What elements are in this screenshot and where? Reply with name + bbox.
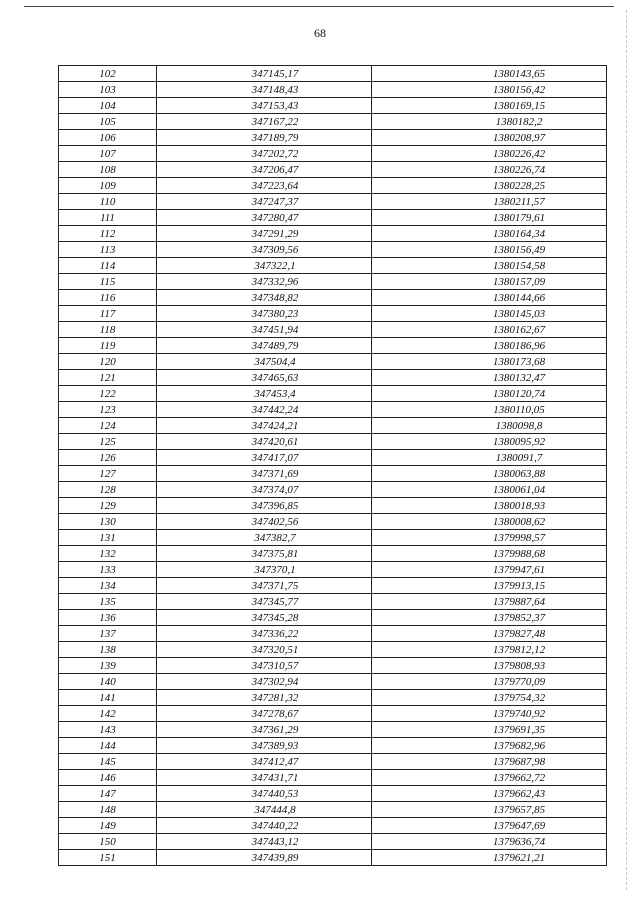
point-number-cell: 130 [59, 514, 157, 530]
x-coordinate-cell: 347440,22 [157, 818, 372, 834]
point-number-cell: 139 [59, 658, 157, 674]
y-coordinate-cell: 1379913,15 [372, 578, 607, 594]
x-coordinate-cell: 347420,61 [157, 434, 372, 450]
table-row [59, 466, 607, 482]
table-row [59, 754, 607, 770]
point-number-cell: 117 [59, 306, 157, 322]
y-coordinate-cell: 1379636,74 [372, 834, 607, 850]
x-coordinate-cell: 347440,53 [157, 786, 372, 802]
table-row [59, 626, 607, 642]
point-number-cell: 149 [59, 818, 157, 834]
point-number-cell: 115 [59, 274, 157, 290]
table-row [59, 562, 607, 578]
page-number: 68 [314, 26, 326, 40]
point-number-cell: 111 [59, 210, 157, 226]
x-coordinate-cell: 347489,79 [157, 338, 372, 354]
table-row [59, 658, 607, 674]
point-number-cell: 105 [59, 114, 157, 130]
table-row [59, 194, 607, 210]
y-coordinate-cell: 1380211,57 [372, 194, 607, 210]
y-coordinate-cell: 1379662,72 [372, 770, 607, 786]
y-coordinate-cell: 1379852,37 [372, 610, 607, 626]
x-coordinate-cell: 347389,93 [157, 738, 372, 754]
table-row [59, 610, 607, 626]
point-number-cell: 116 [59, 290, 157, 306]
point-number-cell: 141 [59, 690, 157, 706]
table-row [59, 290, 607, 306]
x-coordinate-cell: 347223,64 [157, 178, 372, 194]
table-row [59, 226, 607, 242]
table-row [59, 322, 607, 338]
table-row [59, 274, 607, 290]
point-number-cell: 128 [59, 482, 157, 498]
point-number-cell: 106 [59, 130, 157, 146]
y-coordinate-cell: 1380226,74 [372, 162, 607, 178]
x-coordinate-cell: 347402,56 [157, 514, 372, 530]
point-number-cell: 132 [59, 546, 157, 562]
y-coordinate-cell: 1379887,64 [372, 594, 607, 610]
table-row [59, 594, 607, 610]
y-coordinate-cell: 1379827,48 [372, 626, 607, 642]
x-coordinate-cell: 347453,4 [157, 386, 372, 402]
y-coordinate-cell: 1379988,68 [372, 546, 607, 562]
y-coordinate-cell: 1380186,96 [372, 338, 607, 354]
x-coordinate-cell: 347206,47 [157, 162, 372, 178]
point-number-cell: 103 [59, 82, 157, 98]
table-row [59, 370, 607, 386]
y-coordinate-cell: 1379687,98 [372, 754, 607, 770]
point-number-cell: 124 [59, 418, 157, 434]
table-row [59, 98, 607, 114]
scan-edge-line [626, 10, 627, 890]
x-coordinate-cell: 347504,4 [157, 354, 372, 370]
point-number-cell: 140 [59, 674, 157, 690]
point-number-cell: 147 [59, 786, 157, 802]
x-coordinate-cell: 347153,43 [157, 98, 372, 114]
x-coordinate-cell: 347332,96 [157, 274, 372, 290]
table-row [59, 146, 607, 162]
point-number-cell: 122 [59, 386, 157, 402]
x-coordinate-cell: 347320,51 [157, 642, 372, 658]
table-row [59, 418, 607, 434]
x-coordinate-cell: 347145,17 [157, 66, 372, 82]
table-row [59, 162, 607, 178]
x-coordinate-cell: 347374,07 [157, 482, 372, 498]
point-number-cell: 120 [59, 354, 157, 370]
point-number-cell: 127 [59, 466, 157, 482]
y-coordinate-cell: 1380156,42 [372, 82, 607, 98]
x-coordinate-cell: 347442,24 [157, 402, 372, 418]
x-coordinate-cell: 347443,12 [157, 834, 372, 850]
table-row [59, 450, 607, 466]
x-coordinate-cell: 347309,56 [157, 242, 372, 258]
point-number-cell: 123 [59, 402, 157, 418]
table-row [59, 178, 607, 194]
y-coordinate-cell: 1379662,43 [372, 786, 607, 802]
x-coordinate-cell: 347167,22 [157, 114, 372, 130]
point-number-cell: 131 [59, 530, 157, 546]
table-row [59, 482, 607, 498]
x-coordinate-cell: 347424,21 [157, 418, 372, 434]
y-coordinate-cell: 1380063,88 [372, 466, 607, 482]
point-number-cell: 113 [59, 242, 157, 258]
point-number-cell: 129 [59, 498, 157, 514]
x-coordinate-cell: 347148,43 [157, 82, 372, 98]
x-coordinate-cell: 347280,47 [157, 210, 372, 226]
point-number-cell: 110 [59, 194, 157, 210]
point-number-cell: 148 [59, 802, 157, 818]
x-coordinate-cell: 347370,1 [157, 562, 372, 578]
table-row [59, 386, 607, 402]
point-number-cell: 151 [59, 850, 157, 866]
table-row [59, 834, 607, 850]
table-row [59, 514, 607, 530]
table-row [59, 578, 607, 594]
y-coordinate-cell: 1380143,65 [372, 66, 607, 82]
y-coordinate-cell: 1380145,03 [372, 306, 607, 322]
y-coordinate-cell: 1380156,49 [372, 242, 607, 258]
point-number-cell: 145 [59, 754, 157, 770]
y-coordinate-cell: 1380110,05 [372, 402, 607, 418]
y-coordinate-cell: 1380208,97 [372, 130, 607, 146]
table-row [59, 818, 607, 834]
y-coordinate-cell: 1380173,68 [372, 354, 607, 370]
table-row [59, 130, 607, 146]
x-coordinate-cell: 347371,69 [157, 466, 372, 482]
x-coordinate-cell: 347336,22 [157, 626, 372, 642]
table-row [59, 306, 607, 322]
y-coordinate-cell: 1380182,2 [372, 114, 607, 130]
x-coordinate-cell: 347439,89 [157, 850, 372, 866]
x-coordinate-cell: 347396,85 [157, 498, 372, 514]
table-row [59, 802, 607, 818]
point-number-cell: 126 [59, 450, 157, 466]
x-coordinate-cell: 347345,77 [157, 594, 372, 610]
x-coordinate-cell: 347465,63 [157, 370, 372, 386]
point-number-cell: 137 [59, 626, 157, 642]
y-coordinate-cell: 1380154,58 [372, 258, 607, 274]
x-coordinate-cell: 347412,47 [157, 754, 372, 770]
table-row [59, 354, 607, 370]
y-coordinate-cell: 1380226,42 [372, 146, 607, 162]
y-coordinate-cell: 1379770,09 [372, 674, 607, 690]
point-number-cell: 109 [59, 178, 157, 194]
x-coordinate-cell: 347444,8 [157, 802, 372, 818]
point-number-cell: 107 [59, 146, 157, 162]
x-coordinate-cell: 347380,23 [157, 306, 372, 322]
table-row [59, 338, 607, 354]
x-coordinate-cell: 347375,81 [157, 546, 372, 562]
top-border-line [24, 6, 614, 7]
y-coordinate-cell: 1380061,04 [372, 482, 607, 498]
table-row [59, 434, 607, 450]
table-row [59, 114, 607, 130]
x-coordinate-cell: 347302,94 [157, 674, 372, 690]
y-coordinate-cell: 1380132,47 [372, 370, 607, 386]
point-number-cell: 142 [59, 706, 157, 722]
x-coordinate-cell: 347451,94 [157, 322, 372, 338]
x-coordinate-cell: 347417,07 [157, 450, 372, 466]
table-row [59, 498, 607, 514]
table-row [59, 690, 607, 706]
table-row [59, 850, 607, 866]
y-coordinate-cell: 1380120,74 [372, 386, 607, 402]
y-coordinate-cell: 1379682,96 [372, 738, 607, 754]
x-coordinate-cell: 347278,67 [157, 706, 372, 722]
x-coordinate-cell: 347281,32 [157, 690, 372, 706]
x-coordinate-cell: 347371,75 [157, 578, 372, 594]
y-coordinate-cell: 1380162,67 [372, 322, 607, 338]
table-row [59, 530, 607, 546]
table-row [59, 642, 607, 658]
x-coordinate-cell: 347310,57 [157, 658, 372, 674]
point-number-cell: 138 [59, 642, 157, 658]
table-row [59, 402, 607, 418]
table-row [59, 722, 607, 738]
table-row [59, 82, 607, 98]
x-coordinate-cell: 347348,82 [157, 290, 372, 306]
y-coordinate-cell: 1380228,25 [372, 178, 607, 194]
point-number-cell: 102 [59, 66, 157, 82]
table-row [59, 738, 607, 754]
y-coordinate-cell: 1380179,61 [372, 210, 607, 226]
point-number-cell: 114 [59, 258, 157, 274]
y-coordinate-cell: 1379657,85 [372, 802, 607, 818]
y-coordinate-cell: 1379647,69 [372, 818, 607, 834]
y-coordinate-cell: 1380169,15 [372, 98, 607, 114]
y-coordinate-cell: 1380164,34 [372, 226, 607, 242]
y-coordinate-cell: 1379621,21 [372, 850, 607, 866]
point-number-cell: 136 [59, 610, 157, 626]
y-coordinate-cell: 1379812,12 [372, 642, 607, 658]
table-row [59, 706, 607, 722]
y-coordinate-cell: 1379998,57 [372, 530, 607, 546]
x-coordinate-cell: 347247,37 [157, 194, 372, 210]
x-coordinate-cell: 347202,72 [157, 146, 372, 162]
table-row [59, 770, 607, 786]
y-coordinate-cell: 1379740,92 [372, 706, 607, 722]
y-coordinate-cell: 1380095,92 [372, 434, 607, 450]
table-row [59, 258, 607, 274]
y-coordinate-cell: 1380157,09 [372, 274, 607, 290]
x-coordinate-cell: 347431,71 [157, 770, 372, 786]
y-coordinate-cell: 1380144,66 [372, 290, 607, 306]
point-number-cell: 135 [59, 594, 157, 610]
point-number-cell: 144 [59, 738, 157, 754]
point-number-cell: 118 [59, 322, 157, 338]
point-number-cell: 125 [59, 434, 157, 450]
y-coordinate-cell: 1379947,61 [372, 562, 607, 578]
x-coordinate-cell: 347189,79 [157, 130, 372, 146]
table-row [59, 66, 607, 82]
point-number-cell: 146 [59, 770, 157, 786]
x-coordinate-cell: 347361,29 [157, 722, 372, 738]
y-coordinate-cell: 1380018,93 [372, 498, 607, 514]
point-number-cell: 108 [59, 162, 157, 178]
point-number-cell: 133 [59, 562, 157, 578]
point-number-cell: 104 [59, 98, 157, 114]
point-number-cell: 150 [59, 834, 157, 850]
coordinates-table-body [59, 66, 607, 866]
x-coordinate-cell: 347382,7 [157, 530, 372, 546]
y-coordinate-cell: 1379808,93 [372, 658, 607, 674]
table-row [59, 674, 607, 690]
y-coordinate-cell: 1380091,7 [372, 450, 607, 466]
point-number-cell: 112 [59, 226, 157, 242]
coordinates-table [58, 65, 607, 866]
point-number-cell: 134 [59, 578, 157, 594]
x-coordinate-cell: 347322,1 [157, 258, 372, 274]
table-row [59, 546, 607, 562]
table-row [59, 242, 607, 258]
table-row [59, 786, 607, 802]
point-number-cell: 143 [59, 722, 157, 738]
y-coordinate-cell: 1380098,8 [372, 418, 607, 434]
table-row [59, 210, 607, 226]
x-coordinate-cell: 347291,29 [157, 226, 372, 242]
point-number-cell: 121 [59, 370, 157, 386]
y-coordinate-cell: 1380008,62 [372, 514, 607, 530]
point-number-cell: 119 [59, 338, 157, 354]
x-coordinate-cell: 347345,28 [157, 610, 372, 626]
y-coordinate-cell: 1379754,32 [372, 690, 607, 706]
y-coordinate-cell: 1379691,35 [372, 722, 607, 738]
